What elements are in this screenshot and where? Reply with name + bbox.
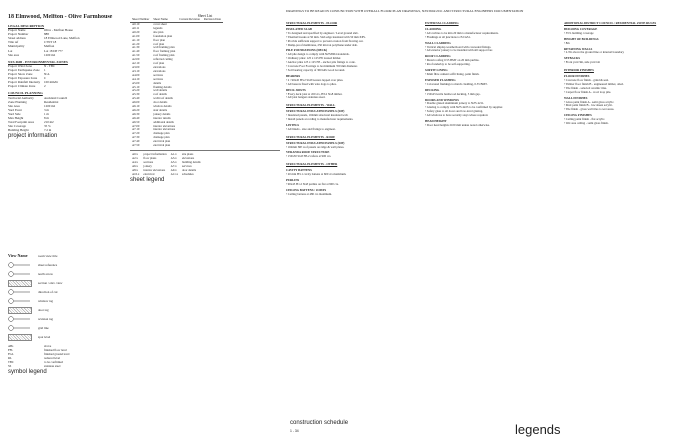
council-row-value: Auckland Council [44, 95, 68, 100]
spec-text: • 162mm SIP roof panels on ridge & wall plates. [286, 144, 345, 149]
council-row-value: 3 m [44, 107, 49, 112]
spec-text: • Colorsteel flashings to match cladding, 0.55 BMT. [425, 81, 488, 86]
symbol-row [8, 252, 126, 261]
table-cell: A7.20 [132, 131, 140, 136]
spec-subheading: BUILDING COVERAGE [564, 26, 598, 31]
env-row-key: Project Earthquake Zone [8, 67, 40, 72]
table-cell: A6.20 [132, 107, 140, 112]
table-cell: roof plan [153, 41, 165, 46]
spec-text: • 90x45 H1.2 SG8 purlins on flat at 900 crs. [286, 181, 339, 186]
spec-heading: STRUCTURAL ELEMENTS - FLOOR [286, 21, 338, 25]
abbr-row [8, 365, 126, 369]
spec-column-interior [564, 18, 694, 428]
legal-row-value: 888 [44, 32, 49, 37]
env-row-value: 2 [44, 84, 46, 89]
council-row-key: Max Height [8, 115, 24, 120]
table-cell: A6.x [132, 163, 138, 168]
council-row-key: Yard Front [8, 107, 22, 112]
table-cell: A6.40 [132, 115, 140, 120]
table-cell: interior elevations [143, 167, 166, 172]
table-cell: A6.30 [132, 111, 140, 116]
council-row-key: Territorial Authority [8, 95, 34, 100]
table-cell: A10.x [132, 171, 140, 176]
spec-subheading: ROOF CLADDING [425, 54, 451, 59]
spec-text: • Metal roofing 0.55 BMT on 20 mm purlins. [425, 58, 480, 63]
symbol-note: north arrow [38, 272, 53, 277]
table-cell: interior elevations [153, 123, 175, 128]
council-row-value: 7.2 m [44, 128, 52, 133]
table-cell: A2.10 [132, 61, 140, 66]
symbol-note: revision tag [38, 317, 53, 322]
spec-subheading: INSULATED SLAB [286, 26, 312, 31]
spec-text: • Every deck joist at 450 crs, H3.2 SG8 timber. [286, 91, 343, 96]
table-cell: interior details [153, 115, 171, 120]
table-cell: A3.10 [132, 68, 140, 73]
spec-text: • Carpet floor finish A - wool loop pile. [564, 89, 612, 94]
legal-row-value: 1200 m2 [44, 52, 56, 57]
table-cell: interior elevations [153, 127, 175, 132]
spec-heading: STRUCTURAL ELEMENTS - WALL [286, 103, 336, 108]
symbol-note: sheet reference [38, 263, 58, 268]
spec-subheading: RETAINING WALLS [564, 46, 593, 51]
spec-text: • Anchor piles 125 x 125 H5 - anchor pile fixings to code. [286, 60, 356, 65]
sheet-list-body [130, 23, 223, 149]
spec-subheading: PURLINS [286, 178, 300, 182]
spec-text: • All cavities to be min 20 mm to manufacturer requirements. [425, 30, 499, 35]
env-row-key: Project Wind Zone [8, 63, 33, 68]
env-row-value: 1 [44, 67, 46, 72]
spec-subheading: CLADDING [425, 26, 442, 31]
spec-heading: STRUCTURAL ELEMENTS - OTHER [286, 162, 338, 167]
spec-subheading: HEAD HEIGHT [425, 119, 447, 124]
table-cell: joinery [143, 163, 152, 168]
symbol-row [8, 297, 126, 306]
spec-text: • Insulated panels, 162mm structural insulated wall. [286, 113, 349, 118]
abbr-row-value: finished floor level [44, 347, 67, 352]
table-cell: A5.00 [132, 80, 140, 85]
council-row-value: 210 m2 [44, 120, 54, 125]
sheet-number: 1 - 34 [290, 429, 299, 433]
table-cell: site plans [181, 152, 194, 156]
abbr-row-key: RL [8, 355, 12, 360]
council-row [8, 128, 126, 132]
council-row-key: Building Height [8, 128, 29, 133]
spec-subheading: WALL FINISHES [564, 95, 588, 100]
symbol-row [8, 261, 126, 270]
council-row-key: Zone Planning [8, 99, 27, 104]
table-cell: A7.00 [132, 123, 140, 128]
spec-subheading: FLOOR FINISHES [564, 74, 590, 79]
project-information [8, 14, 126, 249]
symbol-glyph [8, 271, 38, 278]
table-cell: elevations [153, 64, 166, 69]
legal-row-key: Municipality [8, 44, 25, 49]
env-row-value: C [44, 76, 47, 81]
symbol-note: room view title [38, 254, 58, 259]
table-cell: project information [143, 152, 167, 156]
symbol-glyph [8, 334, 38, 341]
spec-text: • Tile finish - selected ceramic tiles. [564, 85, 607, 90]
spec-subheading: DECK JOISTS [286, 87, 306, 92]
spec-text: • All bearers fixed with wire dogs to piles. [286, 81, 337, 86]
symbol-note: spot level [38, 335, 51, 340]
symbol-list [8, 252, 126, 342]
spec-text: • 20 mm H3.1 cavity battens at 600 crs maximum. [286, 172, 347, 177]
table-cell: drainage plan [153, 131, 170, 136]
spec-text: • 35% building coverage [564, 30, 594, 35]
council-row-key: Total Footprint Area [8, 120, 34, 125]
abbr-row-value: to be confirmed [44, 359, 63, 364]
abbreviation-list [8, 345, 126, 368]
symbol-note: grid line [38, 326, 49, 331]
env-list [8, 64, 126, 89]
symbol-row [8, 333, 126, 342]
spec-text: • Damp-proof membrane, 250 micron polythene under slab. [286, 42, 358, 47]
symbol-glyph [8, 262, 38, 269]
table-cell: wall details [153, 88, 167, 93]
spec-subheading: CAVITY BATTENS [286, 168, 312, 173]
table-cell: roof details [153, 92, 167, 97]
spec-header: DRAWINGS TO BE READ IN CONJUNCTION WITH OVERALL FLOOR PLAN DRAWINGS, NZS3604:2011 AND STRUCTURAL ENGINEERS DOCUMENTATION [286, 9, 524, 13]
abbr-row-value: above [44, 344, 52, 348]
sheet-list-header-cell: Sheet Number [132, 17, 150, 22]
table-cell: A2.x [132, 155, 138, 160]
table-cell: A0.11 [132, 25, 140, 30]
symbol-glyph [8, 325, 38, 332]
symbol-legend [8, 252, 126, 442]
table-cell: A0.10 [132, 22, 140, 26]
spec-column-cladding [425, 18, 560, 428]
table-cell: A1.40 [132, 49, 140, 54]
spec-text: • Ceiling paint finish - flat acrylic. [564, 117, 606, 122]
legal-row-value: Olive - Melfton House [44, 28, 73, 33]
spec-text: • Tile finish - gloss wall tiles to wet areas. [564, 107, 615, 112]
table-cell: A5.20 [132, 88, 140, 93]
table-cell: A3.x [170, 155, 177, 160]
table-row [130, 173, 203, 177]
sheet-list-header-cell: Revision Date [203, 17, 221, 22]
legal-row-key: Project Name [8, 28, 26, 33]
table-cell: A7.40 [132, 139, 140, 144]
table-cell: A5.40 [132, 96, 140, 101]
spec-subheading: VERANDA ROOF STRUCTURE [286, 150, 330, 155]
spec-text: • 8m [564, 40, 570, 45]
spec-text: • Install panels according to manufacturer requirements. [286, 117, 354, 122]
spec-text: • To designed and specified by engineer / Level ground slab. [286, 30, 359, 35]
symbol-note: section / elev. view [38, 281, 63, 286]
table-cell: A6.10 [132, 104, 140, 109]
table-row [130, 144, 223, 148]
abbr-row-key: FGL [8, 351, 14, 356]
spec-text: • Concrete floor finish - grind & seal. [564, 77, 609, 82]
table-cell: A9.x [170, 167, 177, 172]
spec-text: • Thermal breaks at 50 mm. Slab edge insulated with 50 mm XPS. [286, 34, 366, 39]
legal-row-key: Street address [8, 36, 26, 41]
table-cell: reflected ceiling [153, 57, 173, 62]
table-cell: electrical plan [153, 139, 171, 144]
symbol-row [8, 270, 126, 279]
table-cell: joinery details [153, 111, 171, 116]
council-list [8, 96, 126, 133]
spec-text: • 2.7m above the ground line or internal boundary [564, 50, 624, 55]
legal-row-value: Melfton [44, 44, 55, 49]
table-cell: wall framing plan [153, 45, 175, 50]
symbol-row [8, 324, 126, 333]
spec-text: • 6mm fibre cement soffit lining, paint finish. [425, 71, 480, 76]
table-cell: A1.x [170, 152, 177, 156]
table-cell: wall/roof details [153, 96, 173, 101]
table-cell: electrical [143, 171, 155, 176]
spec-subheading: SETBACKS [564, 56, 581, 61]
table-cell: A7.10 [132, 127, 140, 132]
table-cell: A5.10 [132, 84, 140, 89]
spec-subheading: EXPOSED FLASHING [425, 77, 456, 82]
table-cell: legends [153, 25, 163, 30]
table-cell: building details [181, 159, 201, 164]
legal-row-key: Site area [8, 52, 20, 57]
table-cell: A1.20 [132, 41, 140, 46]
council-row-key: Yard Side [8, 111, 21, 116]
spec-text: • Timber floor finish B - engineered timber, oiled. [564, 81, 624, 86]
council-row-value: 1 m [44, 111, 49, 116]
legal-row-key: Lot [8, 48, 13, 53]
spec-heading: STRUCTURAL ELEMENTS - ROOF [286, 134, 336, 139]
legal-row-key: Project Number [8, 32, 29, 37]
spec-subheading: PILE FOUNDATIONS (DECK) [286, 48, 328, 53]
table-cell: A5.30 [132, 92, 140, 97]
council-row-value: 8 m [44, 115, 49, 120]
spec-text: • Door head heights 2100 mm unless noted otherwise. [425, 122, 490, 127]
sheet-list-table [130, 18, 223, 148]
table-cell: A1.50 [132, 53, 140, 58]
spec-text: • Roof underlay to be self-supporting. [425, 62, 471, 67]
abbr-row-value: finished ground level [44, 351, 70, 356]
legal-row-key: Title ref [8, 40, 19, 45]
table-cell: elevations [153, 68, 166, 73]
symbol-glyph [8, 289, 38, 296]
spec-subheading: BEARERS [286, 73, 301, 78]
spec-text: • 150x25 kwila hardwood decking, 5 mm gap. [425, 91, 481, 96]
spec-subheading: LINTELS [286, 122, 300, 127]
sheet-list-title: Sheet List [197, 14, 213, 18]
spec-subheading: CEILING BATTENS / JOISTS [286, 187, 327, 192]
spec-text: • Flashings at all junctions to E2/AS1. [425, 34, 471, 39]
env-row-value: 100 mm/hr [44, 80, 59, 85]
symbol-note: direction of cut [38, 290, 58, 295]
table-cell: roof plan [153, 61, 165, 66]
table-cell: A6.50 [132, 119, 140, 124]
spec-column-structure [286, 18, 421, 428]
table-cell: A5.x [170, 159, 177, 164]
sheet-index-table [130, 153, 203, 176]
symbol-note: door tag [38, 308, 49, 313]
table-cell: floor framing plan [153, 49, 176, 54]
table-cell: foundation plan [153, 33, 173, 38]
council-row-value: 1200 m2 [44, 103, 56, 108]
spec-text: • Soil bearing capacity of 300 kPa Good Ground. [286, 67, 345, 72]
table-cell: floor plan [153, 37, 165, 42]
spec-text: • All pile design to comply with NZS3604 standards. [286, 52, 350, 57]
spec-text: • Ordinary piles: 125 x 125 H5 treated timber. [286, 56, 342, 61]
env-row-key: Project Climate Zone [8, 84, 36, 89]
council-heading: COUNCIL PLANNING [8, 91, 43, 96]
table-cell: A3.00 [132, 64, 140, 69]
spec-text: • Concrete Foot Footings to be minimum 350 mm diameter. [286, 64, 358, 69]
table-cell: site plan [153, 29, 164, 34]
symbol-glyph [8, 316, 38, 323]
sheet-list-header-cell: Sheet Name [151, 18, 177, 22]
sheet-list [130, 14, 280, 314]
table-cell: sections [153, 76, 163, 81]
symbol-row [8, 306, 126, 315]
abbr-row-key: TBC [8, 359, 14, 364]
council-row-value: Residential [44, 99, 59, 104]
spec-text: • All windows to have security stays where required. [425, 113, 489, 118]
spec-text: • Vertical shiplap weatherboard with concealed fixings. [425, 44, 492, 49]
spec-subheading: STRUCTURAL INSULATED PANELS (SIP) [286, 109, 345, 114]
table-cell: door details [153, 100, 168, 105]
abbr-row-key: FFL [8, 347, 14, 352]
env-heading: NZS 4600 - ENVIRONMENTAL ZONES [8, 59, 68, 64]
spec-subheading: DECKING [425, 87, 440, 92]
project-title: 18 Elmwood, Melfton - Olive Farmhouse [8, 14, 113, 20]
env-row-value: N - TBC [44, 63, 56, 68]
table-cell: A2.00 [132, 57, 140, 62]
table-cell: A1.10 [132, 37, 140, 42]
construction-schedule-caption: construction schedule [290, 420, 349, 426]
table-cell: A7.30 [132, 135, 140, 140]
table-cell: roof framing plan [153, 53, 175, 58]
symbol-glyph [8, 298, 38, 305]
table-cell: drainage plan [153, 135, 170, 140]
council-row-value: 35 % [44, 124, 51, 129]
table-cell: door details [181, 167, 197, 172]
spec-subheading: DOORS AND WINDOWS [425, 97, 459, 102]
table-cell: services [181, 163, 192, 168]
sheet-list-header-cell: Current Revision [179, 17, 200, 22]
abbr-row-key: SS [8, 363, 12, 368]
symbol-note: window tag [38, 299, 53, 304]
symbol-glyph [8, 307, 38, 314]
symbol-glyph [8, 280, 38, 287]
spec-subheading: HEIGHT OF BUILDINGS [564, 36, 599, 41]
abbr-row-value: stainless steel [44, 363, 61, 368]
spec-subheading: WALL CLADDING [425, 40, 451, 45]
table-cell: details [153, 80, 162, 85]
table-cell: A11.x [170, 171, 178, 176]
env-row-key: Project Rainfall Intensity [8, 80, 41, 85]
spec-text: • Double glazed aluminium joinery to NZS 4211. [425, 101, 485, 106]
table-cell: A8.x [132, 167, 138, 172]
table-cell: A4.x [132, 159, 138, 164]
table-cell: sections [143, 159, 154, 164]
spec-text: • Safety glass to all doors and low-level glazing. [425, 109, 483, 114]
project-info-caption: project information [8, 133, 58, 140]
spec-text: • Wet area ceiling - semi gloss finish. [564, 121, 609, 126]
table-cell: A4.00 [132, 72, 140, 77]
table-cell: stair details [153, 107, 167, 112]
spec-heading: INTERIOR FINISHES [564, 68, 594, 73]
legal-heading: LEGAL DESCRIPTION [8, 24, 45, 28]
table-cell: elevations [181, 155, 195, 160]
legal-row [8, 53, 126, 57]
spec-text: • 2 / 90x45 H3.2 SG8 bearers lapped over piles. [286, 77, 344, 82]
env-row-key: Project Snow Zone [8, 72, 33, 77]
table-cell: window details [153, 104, 172, 109]
spec-text: • All exterior joinery to be installed with sill support bar. [425, 48, 493, 53]
sheet-legend-caption: sheet legend [130, 177, 165, 184]
table-cell: electrical plan [153, 143, 171, 148]
spec-heading: ADDITIONAL DISTRICT COUNCIL / RESIDENTIAL ZONE RULES [564, 21, 657, 25]
env-row-value: N/A [44, 72, 50, 77]
table-cell: A7.50 [132, 143, 140, 148]
spec-text: • Provide sufficient support to prevent erosion from flowing out. [286, 38, 364, 43]
spec-subheading: STRUCTURAL INSULATED PANELS (SIP) [286, 140, 345, 145]
council-row-key: Site Area [8, 103, 20, 108]
symbol-glyph: View Name [8, 253, 28, 259]
env-row [8, 84, 126, 88]
spec-subheading: SOFFIT LINING [425, 68, 448, 73]
abbr-row-value: reduced level [44, 355, 61, 360]
legal-list [8, 28, 126, 57]
spec-text: • Gloss paint finish A - semi gloss acrylic. [564, 99, 615, 104]
table-cell: A0.x [132, 152, 138, 156]
spec-heading: EXTERNAL CLADDING [425, 21, 459, 25]
table-cell: A4.10 [132, 76, 140, 81]
table-cell: A1.00 [132, 33, 140, 38]
symbol-legend-caption: symbol legend [8, 369, 47, 376]
table-cell: A7.x [170, 163, 177, 168]
table-cell: flashing details [153, 84, 172, 89]
table-cell: additional details [153, 119, 174, 124]
table-cell: A0.20 [132, 29, 140, 34]
spec-text: • Ceiling battens at 480 crs maximum. [286, 191, 332, 196]
table-cell: A1.30 [132, 45, 140, 50]
legends-title: legends [515, 422, 561, 437]
council-row-key: Site Coverage [8, 124, 26, 129]
table-cell: cover sheet [153, 22, 167, 26]
abbr-row-key: ABs [8, 344, 14, 348]
legal-row-value: CTNT 18 [44, 40, 57, 45]
table-cell: sections [153, 72, 163, 77]
spec-text: • Matt paint finish B - low sheen acrylic. [564, 103, 613, 108]
table-cell: schedules [181, 171, 194, 176]
table-cell: floor plans [143, 155, 157, 160]
spec-text: • All lintels - size and fixings to engineer. [286, 126, 336, 131]
symbol-row [8, 279, 126, 288]
symbol-row [8, 288, 126, 297]
symbol-row [8, 315, 126, 324]
spec-text: • Front yard 3m, side yard 1m [564, 60, 600, 65]
spec-subheading: CEILING FINISHES [564, 113, 592, 118]
spec-text: • Glazing to comply with NZS 4223 to be confirmed by supplier. [425, 105, 503, 110]
legal-row-value: 18 Elmwood Lane, Melfton [44, 36, 80, 41]
table-cell: A6.00 [132, 100, 140, 105]
env-row-key: Project Exposure Zone [8, 76, 38, 81]
spec-text: • 150x50 SG8 H3.2 rafters at 900 crs. [286, 154, 332, 159]
legal-row-value: Lot 18 DP 777 [44, 48, 63, 53]
spec-text: • All joist hangers stainless steel. [286, 95, 326, 100]
